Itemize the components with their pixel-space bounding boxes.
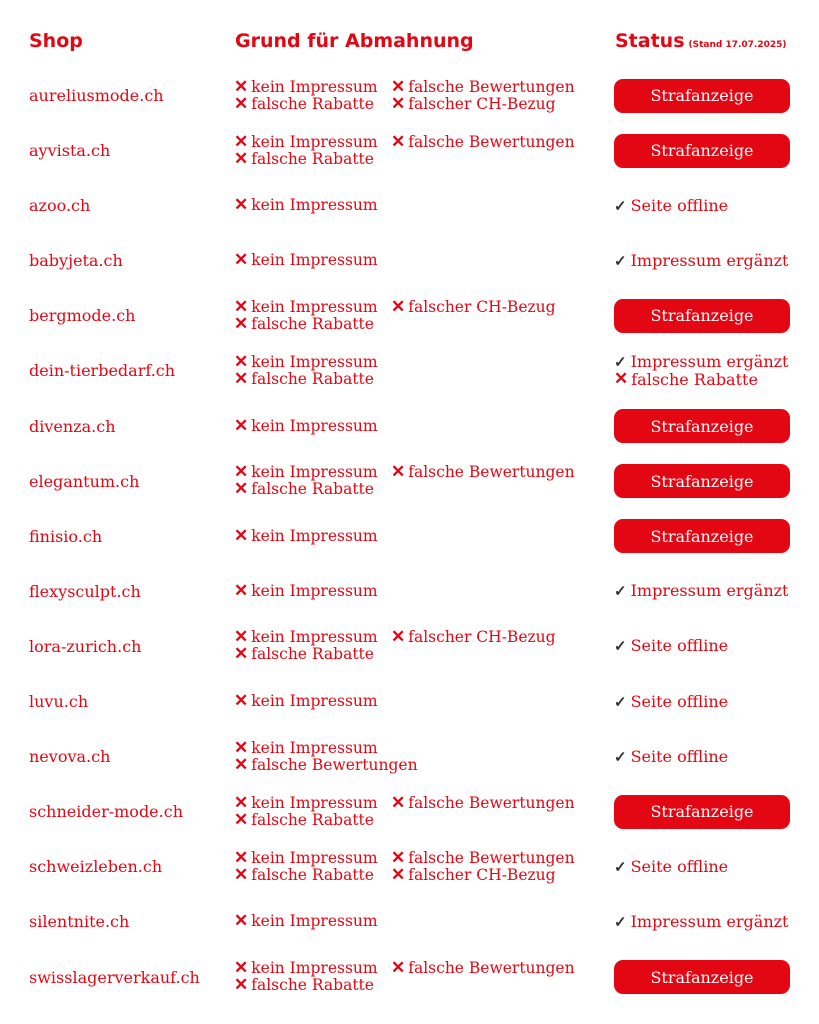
check-icon: ✓ bbox=[614, 352, 627, 371]
strafanzeige-badge: Strafanzeige bbox=[614, 79, 790, 113]
cross-icon: ✕ bbox=[234, 368, 249, 389]
reason-item bbox=[234, 864, 391, 885]
reason-item bbox=[391, 93, 556, 114]
reason-line bbox=[234, 415, 378, 436]
reason-line bbox=[234, 76, 575, 97]
reason-line bbox=[234, 693, 378, 710]
status-cell bbox=[614, 950, 794, 1005]
header-grund: Grund für Abmahnung bbox=[235, 30, 474, 52]
strafanzeige-badge: Strafanzeige bbox=[614, 519, 790, 553]
cross-icon: ✕ bbox=[234, 809, 249, 830]
reason-item bbox=[391, 960, 575, 977]
reason-text: kein Impressum bbox=[251, 793, 378, 812]
reason-text: falsche Bewertungen bbox=[408, 959, 575, 977]
cross-icon: ✕ bbox=[391, 627, 406, 648]
reason-item bbox=[391, 464, 575, 481]
reason-text: kein Impressum bbox=[251, 352, 378, 371]
status-cell bbox=[614, 674, 794, 729]
reason-item bbox=[234, 464, 391, 481]
reason-text: falsche Bewertungen bbox=[408, 77, 575, 96]
status-cell bbox=[614, 343, 794, 398]
status-cell bbox=[614, 68, 794, 123]
status-line bbox=[614, 582, 794, 600]
table-row bbox=[0, 729, 819, 784]
status-text: Impressum ergänzt bbox=[630, 581, 789, 601]
cross-icon: ✕ bbox=[234, 580, 249, 601]
reason-line bbox=[234, 580, 378, 601]
cross-icon: ✕ bbox=[614, 369, 629, 390]
reason-line bbox=[234, 646, 556, 663]
reason-text: falscher CH-Bezug bbox=[408, 94, 556, 113]
reason-text: falsche Bewertungen bbox=[408, 793, 575, 812]
table-row bbox=[0, 509, 819, 564]
cross-icon: ✕ bbox=[391, 792, 406, 813]
cross-icon: ✕ bbox=[391, 864, 406, 885]
cross-icon: ✕ bbox=[234, 76, 249, 97]
table-row bbox=[0, 399, 819, 454]
shop-name: aureliusmode.ch bbox=[29, 86, 164, 105]
table-row bbox=[0, 839, 819, 894]
reason-text: falsche Rabatte bbox=[251, 480, 374, 499]
table-row bbox=[0, 68, 819, 123]
strafanzeige-badge: Strafanzeige bbox=[614, 134, 790, 168]
table-body bbox=[0, 68, 819, 1005]
reason-text: falscher CH-Bezug bbox=[408, 865, 556, 884]
cross-icon: ✕ bbox=[391, 131, 406, 152]
reasons-cell bbox=[234, 123, 575, 178]
reason-text: falscher CH-Bezug bbox=[408, 297, 556, 316]
header-status-date: (Stand 17.07.2025) bbox=[688, 40, 787, 50]
reason-line bbox=[234, 913, 378, 930]
shop-name: azoo.ch bbox=[29, 196, 91, 216]
table-row bbox=[0, 123, 819, 178]
shop-name: bergmode.ch bbox=[29, 306, 136, 326]
shop-name: babyjeta.ch bbox=[29, 251, 123, 271]
reasons-cell bbox=[234, 178, 378, 233]
reason-line bbox=[234, 368, 378, 389]
reason-item bbox=[234, 580, 378, 601]
strafanzeige-badge: Strafanzeige bbox=[614, 960, 790, 994]
reasons-cell bbox=[234, 288, 556, 343]
shop-name: schweizleben.ch bbox=[29, 857, 163, 877]
reason-text: kein Impressum bbox=[251, 196, 378, 215]
cross-icon: ✕ bbox=[234, 691, 249, 712]
reason-item bbox=[234, 296, 391, 317]
reason-text: falsche Rabatte bbox=[251, 810, 374, 829]
shop-name: dein-tierbedarf.ch bbox=[29, 361, 176, 381]
shop-name: finisio.ch bbox=[29, 526, 103, 546]
reason-item bbox=[234, 847, 391, 868]
status-line bbox=[614, 858, 794, 876]
reason-text: kein Impressum bbox=[251, 77, 378, 96]
status-text: Seite offline bbox=[630, 856, 729, 876]
reason-item bbox=[391, 296, 556, 317]
reason-line bbox=[234, 296, 556, 317]
cross-icon: ✕ bbox=[234, 462, 249, 483]
cross-icon: ✕ bbox=[234, 93, 249, 114]
status-line bbox=[614, 693, 794, 711]
reason-text: falsche Rabatte bbox=[251, 149, 374, 168]
reason-text: kein Impressum bbox=[251, 463, 378, 482]
reason-item bbox=[234, 76, 391, 97]
cross-icon: ✕ bbox=[234, 351, 249, 372]
strafanzeige-badge: Strafanzeige bbox=[614, 299, 790, 333]
reason-line bbox=[234, 252, 378, 269]
reason-item bbox=[234, 913, 378, 930]
status-cell bbox=[614, 619, 794, 674]
reasons-cell bbox=[234, 399, 378, 454]
reason-text: falsche Rabatte bbox=[251, 865, 374, 884]
status-cell bbox=[614, 509, 794, 564]
reasons-cell bbox=[234, 454, 575, 509]
table-row bbox=[0, 343, 819, 398]
reasons-cell bbox=[234, 509, 378, 564]
table-row bbox=[0, 619, 819, 674]
status-line bbox=[614, 371, 794, 389]
table-row bbox=[0, 233, 819, 288]
reasons-cell bbox=[234, 619, 556, 674]
reason-line bbox=[234, 313, 556, 334]
reasons-cell bbox=[234, 894, 378, 949]
reason-line bbox=[234, 629, 556, 646]
table-row bbox=[0, 288, 819, 343]
reason-text: kein Impressum bbox=[251, 692, 378, 711]
cross-icon: ✕ bbox=[234, 911, 249, 932]
reason-item bbox=[234, 148, 374, 169]
cross-icon: ✕ bbox=[234, 627, 249, 648]
header-status bbox=[615, 30, 787, 52]
reason-item bbox=[234, 313, 374, 334]
reason-text: kein Impressum bbox=[251, 628, 378, 647]
reason-item bbox=[234, 809, 374, 830]
reasons-cell bbox=[234, 564, 378, 619]
reason-line bbox=[234, 864, 575, 885]
reason-item bbox=[234, 368, 374, 389]
reason-text: falsche Rabatte bbox=[251, 976, 374, 994]
reason-line bbox=[234, 737, 418, 758]
strafanzeige-badge: Strafanzeige bbox=[614, 409, 790, 443]
table-header bbox=[0, 30, 819, 60]
reason-item bbox=[234, 481, 374, 498]
shop-name: silentnite.ch bbox=[29, 912, 130, 932]
status-text: Impressum ergänzt bbox=[630, 250, 789, 270]
cross-icon: ✕ bbox=[234, 644, 249, 665]
reason-item bbox=[234, 93, 391, 114]
cross-icon: ✕ bbox=[234, 864, 249, 885]
check-icon: ✓ bbox=[614, 692, 627, 711]
reason-item bbox=[391, 131, 575, 152]
cross-icon: ✕ bbox=[234, 250, 249, 271]
reasons-cell bbox=[234, 950, 575, 1005]
reason-text: kein Impressum bbox=[251, 132, 378, 151]
reason-line bbox=[234, 464, 575, 481]
cross-icon: ✕ bbox=[234, 479, 249, 500]
reason-line bbox=[234, 148, 575, 169]
reasons-cell bbox=[234, 68, 575, 123]
reasons-cell bbox=[234, 729, 418, 784]
reason-line bbox=[234, 131, 575, 152]
reason-item bbox=[391, 792, 575, 813]
table-row bbox=[0, 454, 819, 509]
reason-line bbox=[234, 351, 378, 372]
status-line bbox=[614, 913, 794, 931]
reason-text: kein Impressum bbox=[251, 251, 378, 270]
cross-icon: ✕ bbox=[391, 847, 406, 868]
status-line bbox=[614, 637, 794, 655]
status-cell bbox=[614, 399, 794, 454]
shop-name: lora-zurich.ch bbox=[29, 636, 142, 656]
cross-icon: ✕ bbox=[391, 76, 406, 97]
status-cell bbox=[614, 233, 794, 288]
shop-name: schneider-mode.ch bbox=[29, 802, 183, 822]
reason-item bbox=[234, 977, 374, 994]
cross-icon: ✕ bbox=[234, 313, 249, 334]
check-icon: ✓ bbox=[614, 857, 627, 876]
check-icon: ✓ bbox=[614, 747, 627, 766]
shop-name: flexysculpt.ch bbox=[29, 581, 141, 601]
reason-text: falsche Bewertungen bbox=[251, 755, 418, 774]
status-cell bbox=[614, 454, 794, 509]
header-shop: Shop bbox=[29, 30, 83, 52]
shop-name: ayvista.ch bbox=[29, 141, 111, 161]
status-cell bbox=[614, 288, 794, 343]
reason-text: kein Impressum bbox=[251, 581, 378, 600]
reason-item bbox=[234, 646, 374, 663]
cross-icon: ✕ bbox=[234, 847, 249, 868]
reason-line bbox=[234, 792, 575, 813]
reason-item bbox=[234, 960, 391, 977]
reason-text: falsche Bewertungen bbox=[408, 132, 575, 151]
cross-icon: ✕ bbox=[391, 958, 406, 978]
strafanzeige-badge: Strafanzeige bbox=[614, 464, 790, 498]
cross-icon: ✕ bbox=[234, 975, 249, 995]
reason-text: falsche Bewertungen bbox=[408, 848, 575, 867]
reason-text: kein Impressum bbox=[251, 738, 378, 757]
reason-item bbox=[234, 415, 378, 436]
table-row bbox=[0, 674, 819, 729]
status-text: Seite offline bbox=[630, 636, 729, 656]
reason-line bbox=[234, 754, 418, 775]
check-icon: ✓ bbox=[614, 251, 627, 270]
strafanzeige-badge: Strafanzeige bbox=[614, 795, 790, 829]
cross-icon: ✕ bbox=[234, 792, 249, 813]
cross-icon: ✕ bbox=[234, 148, 249, 169]
shop-name: swisslagerverkauf.ch bbox=[29, 967, 200, 987]
reasons-cell bbox=[234, 839, 575, 894]
reason-line bbox=[234, 960, 575, 977]
status-text: Impressum ergänzt bbox=[630, 911, 789, 931]
status-line bbox=[614, 197, 794, 215]
reason-text: kein Impressum bbox=[251, 912, 378, 931]
cross-icon: ✕ bbox=[234, 525, 249, 546]
status-text: Impressum ergänzt bbox=[630, 351, 789, 371]
reason-item bbox=[234, 525, 378, 546]
reasons-cell bbox=[234, 674, 378, 729]
status-text: Seite offline bbox=[630, 195, 729, 215]
reason-item bbox=[234, 351, 378, 372]
cross-icon: ✕ bbox=[234, 415, 249, 436]
cross-icon: ✕ bbox=[391, 462, 406, 483]
reason-line bbox=[234, 977, 575, 994]
reason-item bbox=[234, 737, 378, 758]
cross-icon: ✕ bbox=[234, 131, 249, 152]
reason-item bbox=[234, 693, 378, 710]
reason-line bbox=[234, 197, 378, 214]
cross-icon: ✕ bbox=[391, 93, 406, 114]
shop-name: luvu.ch bbox=[29, 692, 89, 712]
cross-icon: ✕ bbox=[234, 195, 249, 216]
status-cell bbox=[614, 564, 794, 619]
reason-text: falsche Rabatte bbox=[251, 369, 374, 388]
reason-text: falsche Bewertungen bbox=[408, 463, 575, 482]
reason-line bbox=[234, 809, 575, 830]
reason-item bbox=[234, 131, 391, 152]
check-icon: ✓ bbox=[614, 912, 627, 931]
check-icon: ✓ bbox=[614, 196, 627, 215]
reason-text: falsche Rabatte bbox=[251, 314, 374, 333]
status-line bbox=[614, 748, 794, 766]
reason-line bbox=[234, 525, 378, 546]
reason-text: kein Impressum bbox=[251, 297, 378, 316]
reason-item bbox=[391, 864, 556, 885]
status-cell bbox=[614, 123, 794, 178]
reason-text: falscher CH-Bezug bbox=[408, 628, 556, 647]
reason-line bbox=[234, 481, 575, 498]
status-cell bbox=[614, 178, 794, 233]
shop-name: elegantum.ch bbox=[29, 471, 140, 491]
reason-item bbox=[234, 629, 391, 646]
reason-item bbox=[234, 792, 391, 813]
status-text: Seite offline bbox=[630, 691, 729, 711]
reason-text: kein Impressum bbox=[251, 416, 378, 435]
shop-name: divenza.ch bbox=[29, 416, 116, 436]
status-cell bbox=[614, 839, 794, 894]
header-status-label: Status bbox=[615, 30, 685, 52]
reasons-cell bbox=[234, 343, 378, 398]
reason-text: falsche Rabatte bbox=[251, 94, 374, 113]
status-cell bbox=[614, 784, 794, 839]
reason-item bbox=[391, 847, 575, 868]
reason-text: kein Impressum bbox=[251, 526, 378, 545]
reasons-cell bbox=[234, 784, 575, 839]
cross-icon: ✕ bbox=[234, 958, 249, 978]
check-icon: ✓ bbox=[614, 637, 627, 656]
reason-item bbox=[391, 76, 575, 97]
cross-icon: ✕ bbox=[234, 737, 249, 758]
table-row bbox=[0, 894, 819, 949]
reason-text: falsche Rabatte bbox=[251, 645, 374, 664]
reasons-cell bbox=[234, 233, 378, 288]
status-line bbox=[614, 252, 794, 270]
status-text: falsche Rabatte bbox=[631, 369, 758, 389]
shop-name: nevova.ch bbox=[29, 747, 111, 767]
reason-item bbox=[234, 754, 418, 775]
reason-line bbox=[234, 93, 575, 114]
reason-item bbox=[234, 197, 378, 214]
cross-icon: ✕ bbox=[234, 296, 249, 317]
reason-item bbox=[391, 629, 556, 646]
reason-text: kein Impressum bbox=[251, 848, 378, 867]
status-text: Seite offline bbox=[630, 746, 729, 766]
status-cell bbox=[614, 729, 794, 784]
table-row bbox=[0, 178, 819, 233]
status-cell bbox=[614, 894, 794, 949]
reason-item bbox=[234, 252, 378, 269]
cross-icon: ✕ bbox=[391, 296, 406, 317]
table-row bbox=[0, 784, 819, 839]
check-icon: ✓ bbox=[614, 582, 627, 601]
table-row bbox=[0, 564, 819, 619]
table-row bbox=[0, 950, 819, 1005]
status-line bbox=[614, 353, 794, 371]
reason-text: kein Impressum bbox=[251, 959, 378, 977]
cross-icon: ✕ bbox=[234, 754, 249, 775]
